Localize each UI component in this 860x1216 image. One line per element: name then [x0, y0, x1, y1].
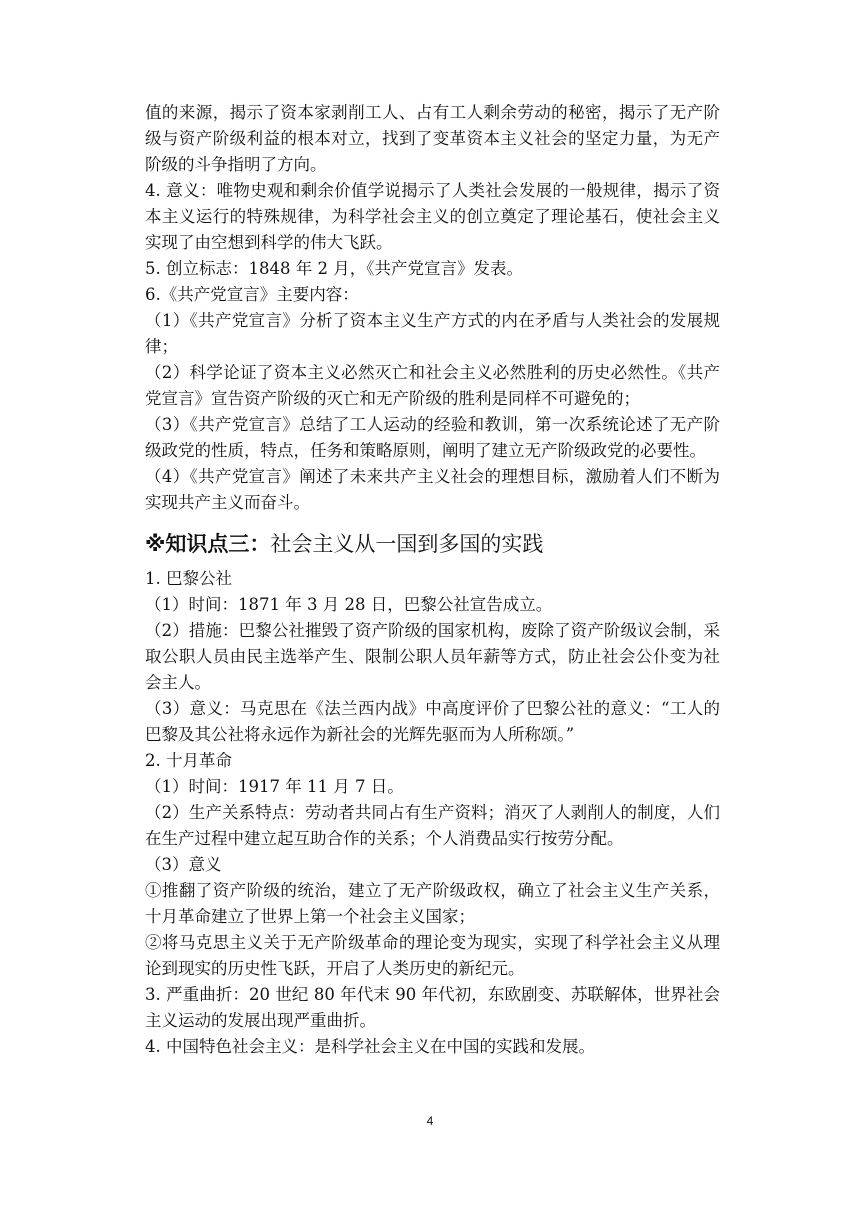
- paris-commune-significance: （3）意义：马克思在《法兰西内战》中高度评价了巴黎公社的意义：“工人的巴黎及其公社将永远作为新社会的光辉先驱而为人所称颂。”: [145, 699, 720, 744]
- document-body: [145, 100, 720, 1060]
- page-number: 4: [426, 1114, 434, 1128]
- paragraph-intro: 值的来源，揭示了资本家剥削工人、占有工人剩余劳动的秘密，揭示了无产阶级与资产阶级利益的根本对立，找到了变革资本主义社会的坚定力量，为无产阶级的斗争指明了方向。: [145, 103, 720, 174]
- chinese-socialism: 4. 中国特色社会主义：是科学社会主义在中国的实践和发展。: [145, 1037, 595, 1056]
- october-revolution-point-2: ②将马克思主义关于无产阶级革命的理论变为现实，实现了科学社会主义从理论到现实的历史性飞跃，开启了人类历史的新纪元。: [145, 933, 720, 978]
- manifesto-item-1: （1）《共产党宣言》分析了资本主义生产方式的内在矛盾与人类社会的发展规律；: [145, 311, 720, 356]
- paris-commune-title: 1. 巴黎公社: [145, 569, 232, 588]
- paris-commune-measures: （2）措施：巴黎公社摧毁了资产阶级的国家机构，废除了资产阶级议会制，采取公职人员由民主选举产生、限制公职人员年薪等方式，防止社会公仆变为社会主人。: [145, 621, 720, 692]
- manifesto-item-3: （3）《共产党宣言》总结了工人运动的经验和教训，第一次系统论述了无产阶级政党的性质，特点，任务和策略原则，阐明了建立无产阶级政党的必要性。: [145, 415, 720, 460]
- heading-text: 社会主义从一国到多国的实践: [270, 532, 544, 556]
- october-revolution-significance: （3）意义: [145, 855, 222, 874]
- october-revolution-time: （1）时间：1917 年 11 月 7 日。: [145, 777, 404, 796]
- october-revolution-title: 2. 十月革命: [145, 751, 232, 770]
- october-revolution-relations: （2）生产关系特点：劳动者共同占有生产资料；消灭了人剥削人的制度，人们在生产过程中建立起互助合作的关系；个人消费品实行按劳分配。: [145, 803, 720, 848]
- manifesto-item-2: （2）科学论证了资本主义必然灭亡和社会主义必然胜利的历史必然性。《共产党宣言》宣告资产阶级的灭亡和无产阶级的胜利是同样不可避免的；: [145, 363, 720, 408]
- paris-commune-time: （1）时间：1871 年 3 月 28 日，巴黎公社宣告成立。: [145, 595, 553, 614]
- serious-setback: 3. 严重曲折：20 世纪 80 年代末 90 年代初，东欧剧变、苏联解体，世界社会主义运动的发展出现严重曲折。: [145, 985, 720, 1030]
- paragraph-significance: 4. 意义：唯物史观和剩余价值学说揭示了人类社会发展的一般规律，揭示了资本主义运行的特殊规律，为科学社会主义的创立奠定了理论基石，使社会主义实现了由空想到科学的伟大飞跃。: [145, 181, 720, 252]
- manifesto-item-4: （4）《共产党宣言》阐述了未来共产主义社会的理想目标，激励着人们不断为实现共产主义而奋斗。: [145, 467, 720, 512]
- october-revolution-point-1: ①推翻了资产阶级的统治，建立了无产阶级政权，确立了社会主义生产关系，十月革命建立了世界上第一个社会主义国家；: [145, 881, 720, 926]
- heading-prefix: ※知识点三：: [145, 532, 271, 556]
- paragraph-manifesto-title: 6.《共产党宣言》主要内容：: [145, 285, 359, 304]
- paragraph-founding-mark: 5. 创立标志：1848 年 2 月，《共产党宣言》发表。: [145, 259, 523, 278]
- section-heading: [145, 529, 720, 559]
